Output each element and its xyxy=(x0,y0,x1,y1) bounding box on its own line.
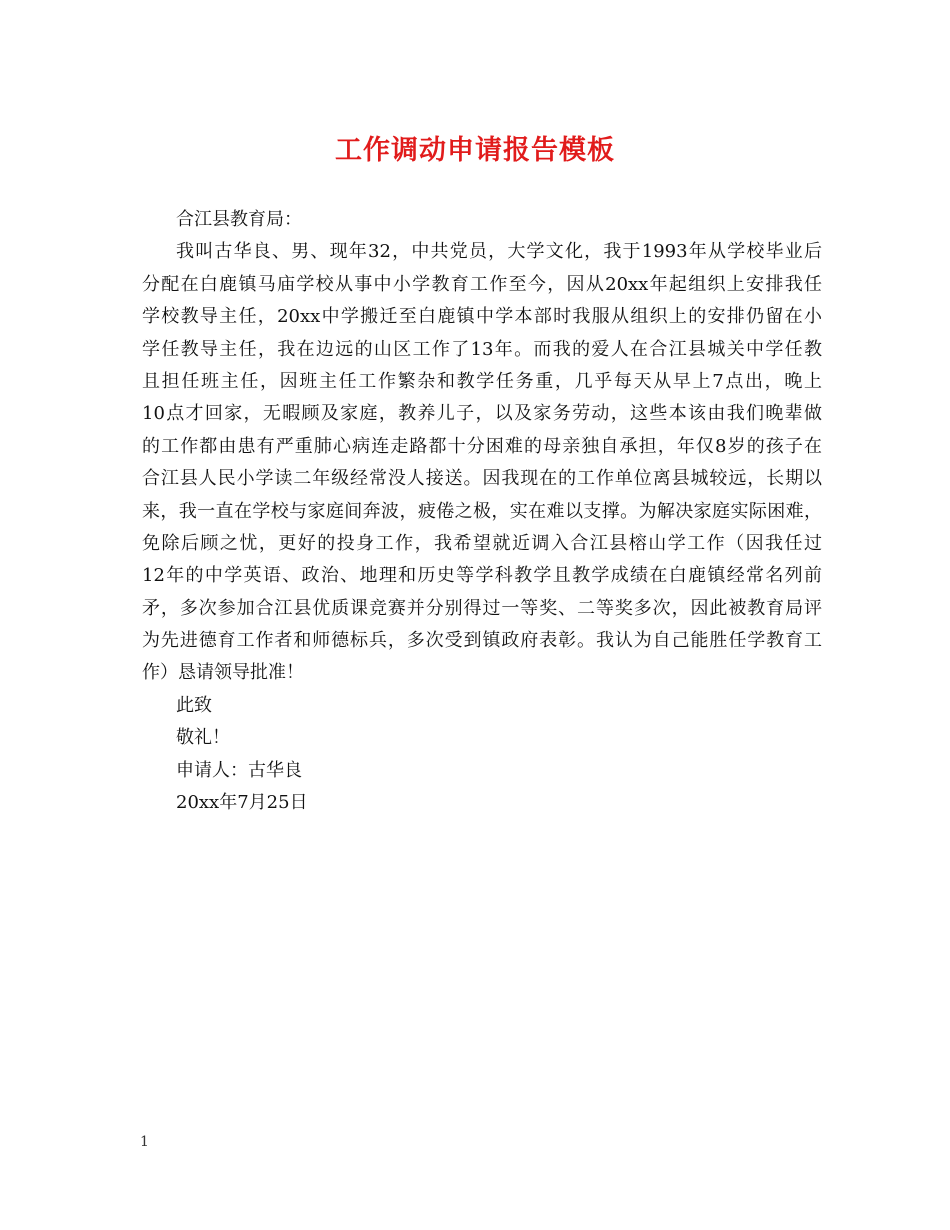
body-line: 10点才回家，无暇顾及家庭，教养儿子，以及家务劳动，这些本该由我们晚辈做 xyxy=(142,403,822,425)
body-line-last: 作）恳请领导批准！ xyxy=(142,662,304,684)
body-line: 免除后顾之忧，更好的投身工作，我希望就近调入合江县榕山学工作（因我任过 xyxy=(142,532,822,554)
body-line: 矛，多次参加合江县优质课竞赛并分别得过一等奖、二等奖多次，因此被教育局评 xyxy=(142,597,822,619)
body-line: 为先进德育工作者和师德标兵，多次受到镇政府表彰。我认为自己能胜任学教育工 xyxy=(142,630,822,652)
body-line: 来，我一直在学校与家庭间奔波，疲倦之极，实在难以支撑。为解决家庭实际困难， xyxy=(142,500,822,522)
applicant-signature: 申请人：古华良 xyxy=(176,759,302,781)
body-line: 12年的中学英语、政治、地理和历史等学科教学且教学成绩在白鹿镇经常名列前 xyxy=(142,565,822,587)
page-number: 1 xyxy=(140,1134,149,1150)
closing-salute: 敬礼！ xyxy=(176,727,230,749)
body-line: 分配在白鹿镇马庙学校从事中小学教育工作至今，因从20xx年起组织上安排我任 xyxy=(142,273,822,295)
body-line: 且担任班主任，因班主任工作繁杂和教学任务重，几乎每天从早上7点出，晚上 xyxy=(142,370,822,392)
body-line: 学校教导主任，20xx中学搬迁至白鹿镇中学本部时我服从组织上的安排仍留在小 xyxy=(142,306,822,328)
letter-date: 20xx年7月25日 xyxy=(176,792,308,814)
body-line: 合江县人民小学读二年级经常没人接送。因我现在的工作单位离县城较远，长期以 xyxy=(142,468,822,490)
salutation: 合江县教育局： xyxy=(176,209,302,230)
closing-this-letter: 此致 xyxy=(176,694,212,716)
body-line: 学任教导主任，我在边远的山区工作了13年。而我的爱人在合江县城关中学任教 xyxy=(142,338,822,360)
body-line: 的工作都由患有严重肺心病连走路都十分困难的母亲独自承担，年仅8岁的孩子在 xyxy=(142,435,822,457)
letter-body xyxy=(142,204,822,819)
document-title: 工作调动申请报告模板 xyxy=(335,135,615,166)
body-line: 我叫古华良、男、现年32，中共党员，大学文化，我于1993年从学校毕业后 xyxy=(176,241,822,263)
